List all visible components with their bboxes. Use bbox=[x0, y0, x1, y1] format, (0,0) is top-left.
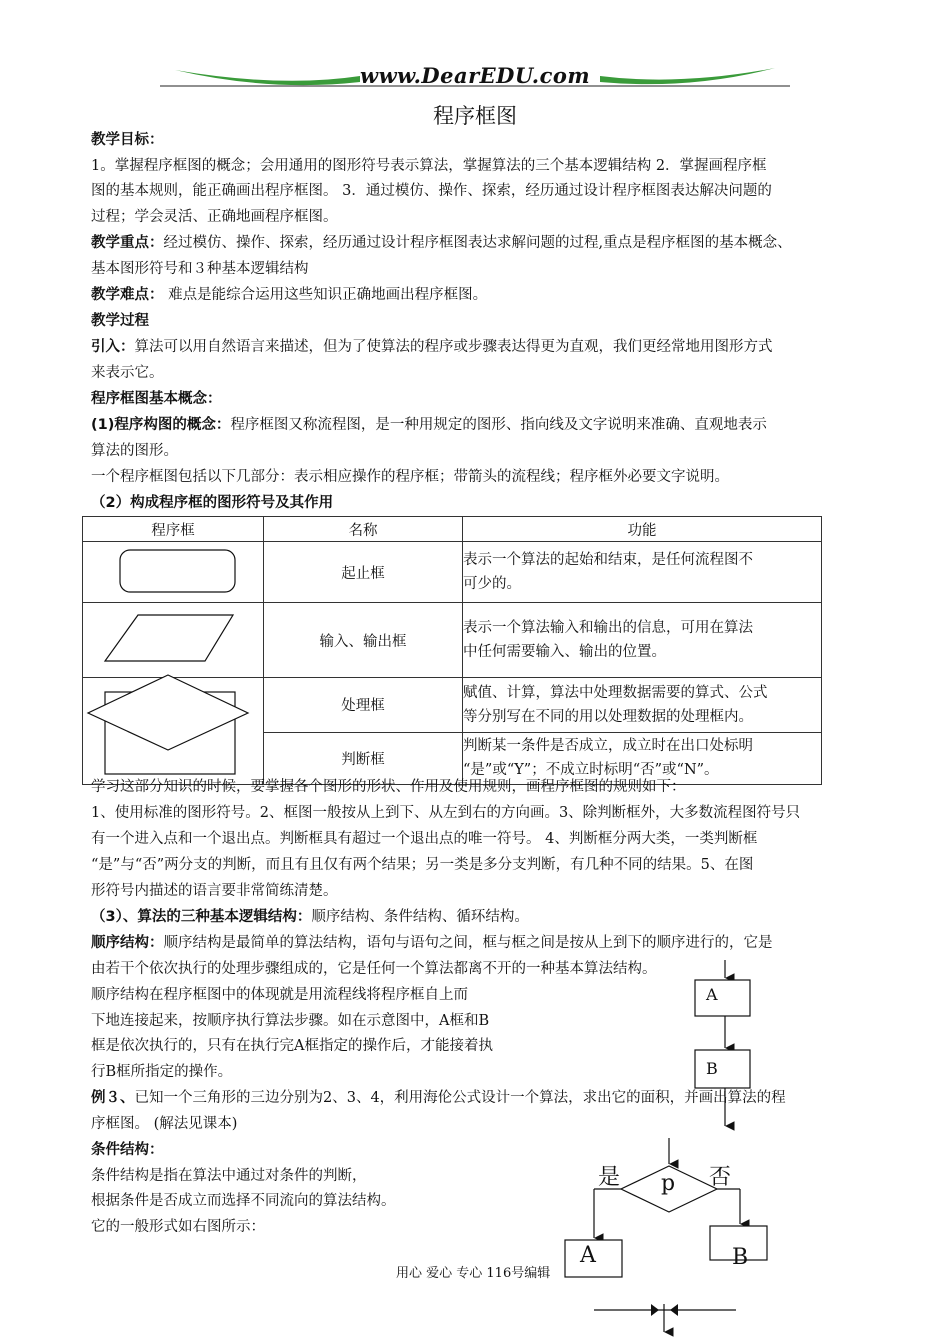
table-cell-func: 表示一个算法输入和输出的信息，可用在算法 中任何需要输入、输出的位置。 bbox=[463, 603, 822, 678]
site-logo: www.DearEDU.com bbox=[360, 63, 591, 88]
table-row bbox=[83, 678, 822, 733]
rules-line: “是”与“否”两分支的判断，而且有且仅有两个结果；另一类是多分支判断，有几种不同的结果。5、在图 bbox=[91, 857, 754, 873]
concept1-text: 程序框图又称流程图，是一种用规定的图形、指向线及文字说明来准确、直观地表示 bbox=[230, 417, 767, 433]
page-title: 程序框图 bbox=[433, 104, 517, 128]
rules-line: 1、使用标准的图形符号。2、框图一般按从上到下、从左到右的方向画。3、除判断框外，大多数流程图符号只 bbox=[91, 805, 801, 821]
concept1-heading: (1)程序构图的概念： bbox=[91, 417, 231, 433]
table-cell-name: 判断框 bbox=[264, 732, 463, 785]
intro-line: 来表示它。 bbox=[91, 365, 164, 381]
condition-no-label: 否 bbox=[709, 1165, 732, 1190]
condition-p-label: p bbox=[661, 1171, 676, 1196]
condition-line: 条件结构是指在算法中通过对条件的判断， bbox=[91, 1168, 367, 1184]
objectives-line: 图的基本规则，能正确画出程序框图。 3．通过模仿、操作、探索，经历通过设计程序框图表达解决问题的 bbox=[91, 183, 772, 199]
sequence-para: 框是依次执行的，只有在执行完A框指定的操作后，才能接着执 bbox=[91, 1038, 493, 1054]
rules-line: 有一个进入点和一个退出点。判断框具有超过一个退出点的唯一符号。 4、判断框分两大类，一类判断框 bbox=[91, 831, 758, 847]
example3-heading: 例３、 bbox=[91, 1090, 135, 1106]
sequence-para: 下地连接起来，按顺序执行算法步骤。如在示意图中，A框和B bbox=[91, 1013, 490, 1029]
objectives-line: 过程；学会灵活、正确地画程序框图。 bbox=[91, 209, 338, 225]
page-footer: 用心 爱心 专心 116号编辑 bbox=[396, 1266, 551, 1281]
difficulty-text: 难点是能综合运用这些知识正确地画出程序框图。 bbox=[163, 287, 488, 303]
table-cell-func: 判断某一条件是否成立，成立时在出口处标明 “是”或“Y”；不成立时标明“否”或“N”。 bbox=[463, 732, 822, 785]
key-point-line: 基本图形符号和３种基本逻辑结构 bbox=[91, 261, 309, 277]
condition-line: 根据条件是否成立而选择不同流向的算法结构。 bbox=[91, 1193, 396, 1209]
sequence-line: 由若干个依次执行的处理步骤组成的，它是任何一个算法都离不开的一种基本算法结构。 bbox=[91, 961, 657, 977]
table-cell-func: 赋值、计算，算法中处理数据需要的算式、公式 等分别写在不同的用以处理数据的处理框内。 bbox=[463, 678, 822, 733]
structures-heading: （3）、算法的三种基本逻辑结构： bbox=[91, 909, 312, 925]
condition-box-b-label: B bbox=[732, 1245, 749, 1270]
condition-yes-label: 是 bbox=[598, 1165, 621, 1190]
sequence-para: 行B框所指定的操作。 bbox=[91, 1064, 233, 1080]
rules-line: 形符号内描述的语言要非常简练清楚。 bbox=[91, 883, 338, 899]
sequence-box-b-label: B bbox=[706, 1059, 718, 1078]
intro bbox=[91, 337, 861, 357]
sequence-box-a-label: A bbox=[706, 985, 718, 1004]
table-cell-func: 表示一个算法的起始和结束，是任何流程图不 可少的。 bbox=[463, 542, 822, 603]
table-header-cell: 程序框 bbox=[83, 517, 264, 542]
concept2-heading: （2）构成程序框的图形符号及其作用 bbox=[91, 495, 334, 511]
table-header-cell: 名称 bbox=[264, 517, 463, 542]
terminal-symbol-cell bbox=[83, 542, 264, 603]
structures bbox=[91, 907, 861, 927]
intro-text: 算法可以用自然语言来描述，但为了使算法的程序或步骤表达得更为直观，我们更经常地用图形方式 bbox=[134, 339, 773, 355]
process-heading: 教学过程 bbox=[91, 313, 149, 329]
key-point-heading: 教学重点： bbox=[91, 235, 164, 251]
process-decision-symbol-cell bbox=[83, 678, 264, 785]
objectives-line: 1。掌握程序框图的概念；会用通用的图形符号表示算法，掌握算法的三个基本逻辑结构 2．掌握画程序框 bbox=[91, 158, 767, 174]
condition-box-a-label: A bbox=[580, 1243, 596, 1268]
concept1 bbox=[91, 415, 861, 435]
sequence-text: 顺序结构是最简单的算法结构，语句与语句之间，框与框之间是按从上到下的顺序进行的，它是 bbox=[163, 935, 773, 951]
table-header-cell: 功能 bbox=[463, 517, 822, 542]
basic-concepts-heading: 程序框图基本概念： bbox=[91, 391, 222, 407]
parallelogram-symbol-icon bbox=[83, 603, 263, 673]
sequence-heading: 顺序结构： bbox=[91, 935, 164, 951]
sequence-para: 顺序结构在程序框图中的体现就是用流程线将程序框自上而 bbox=[91, 987, 468, 1003]
condition-flow-diagram bbox=[550, 1138, 790, 1344]
terminal-symbol-icon bbox=[83, 542, 263, 598]
intro-heading: 引入： bbox=[91, 339, 135, 355]
table-header-row bbox=[83, 517, 822, 542]
difficulty bbox=[91, 285, 861, 305]
concept1-line: 算法的图形。 bbox=[91, 443, 178, 459]
rules-intro: 学习这部分知识的时候，要掌握各个图形的形状、作用及使用规则，画程序框图的规则如下： bbox=[91, 779, 686, 795]
table-row bbox=[83, 542, 822, 603]
key-point bbox=[91, 233, 861, 253]
difficulty-heading: 教学难点： bbox=[91, 287, 164, 303]
condition-line: 它的一般形式如右图所示： bbox=[91, 1219, 265, 1235]
structures-text: 顺序结构、条件结构、循环结构。 bbox=[311, 909, 529, 925]
condition-heading: 条件结构： bbox=[91, 1142, 164, 1158]
key-point-text: 经过模仿、操作、探索，经历通过设计程序框图表达求解问题的过程,重点是程序框图的基本概念、 bbox=[163, 235, 792, 251]
objectives-heading: 教学目标： bbox=[91, 132, 164, 148]
table-cell-name: 起止框 bbox=[264, 542, 463, 603]
table-row bbox=[83, 603, 822, 678]
io-symbol-cell bbox=[83, 603, 264, 678]
sequence bbox=[91, 933, 861, 953]
example3-line: 序框图。 (解法见课本) bbox=[91, 1116, 238, 1132]
table-cell-name: 输入、输出框 bbox=[264, 603, 463, 678]
example3-text: 已知一个三角形的三边分别为2、3、4，利用海伦公式设计一个算法，求出它的面积，并画出算法的程 bbox=[134, 1090, 786, 1106]
symbol-table bbox=[82, 516, 822, 785]
concept1-line: 一个程序框图包括以下几部分：表示相应操作的程序框；带箭头的流程线；程序框外必要文字说明。 bbox=[91, 469, 729, 485]
example3 bbox=[91, 1088, 861, 1108]
process-decision-symbol-icon bbox=[83, 678, 263, 784]
table-cell-name: 处理框 bbox=[264, 678, 463, 733]
